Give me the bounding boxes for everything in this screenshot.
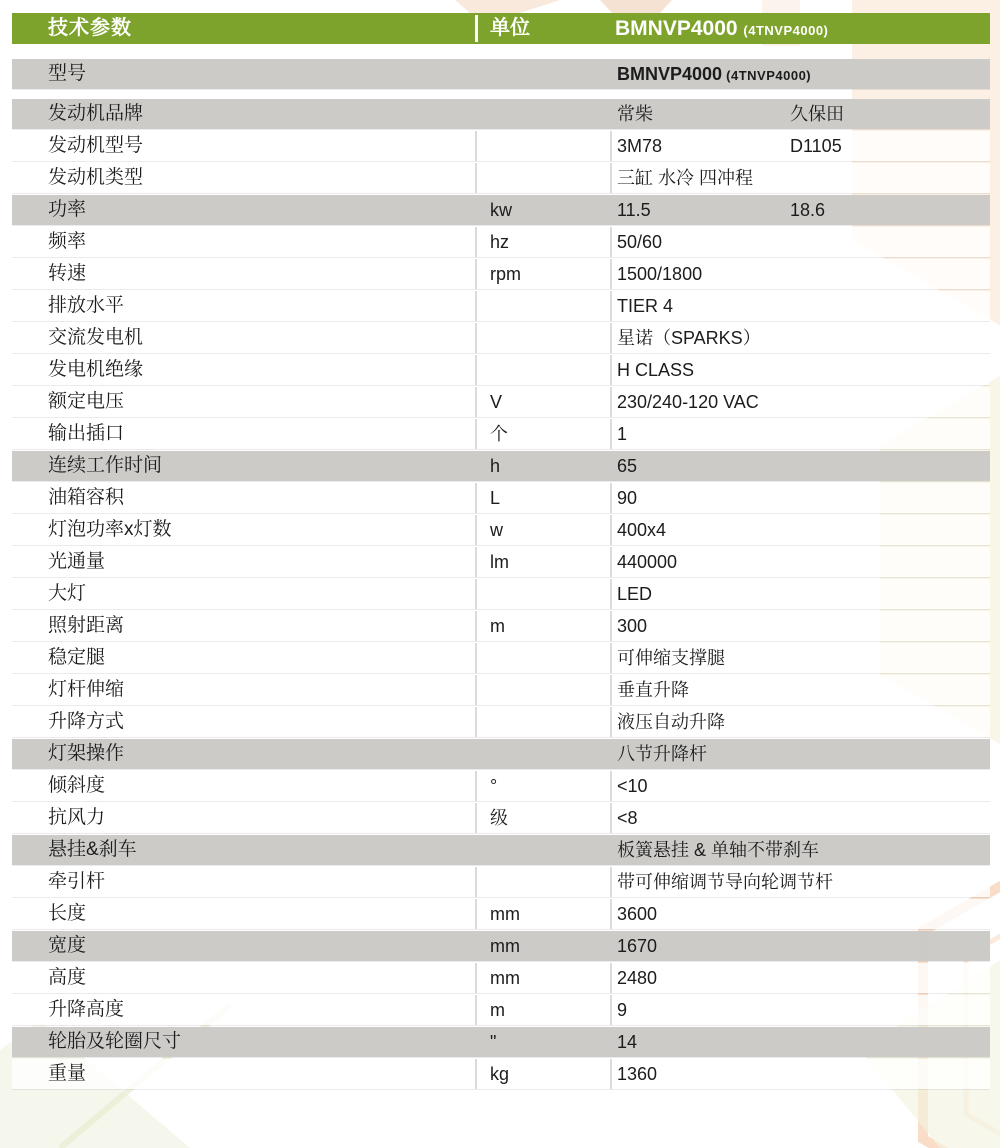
spec-value: 可伸缩支撑腿 xyxy=(617,648,725,668)
spec-unit: mm xyxy=(490,968,520,988)
spec-row xyxy=(12,259,990,289)
spec-unit: rpm xyxy=(490,264,521,284)
spec-value: 星诺（SPARKS） xyxy=(617,328,761,348)
column-divider xyxy=(610,579,612,609)
spec-value: 1670 xyxy=(617,936,658,956)
spec-label: 稳定腿 xyxy=(48,647,106,668)
column-divider xyxy=(475,227,477,257)
header-divider xyxy=(475,15,478,42)
spec-value: 板簧悬挂 & 单轴不带刹车 xyxy=(617,840,820,860)
spec-table-body xyxy=(12,59,990,1089)
spec-label: 重量 xyxy=(48,1063,87,1084)
column-divider xyxy=(475,355,477,385)
spec-row xyxy=(12,675,990,705)
spec-unit: ° xyxy=(490,776,498,796)
column-divider xyxy=(610,1059,612,1089)
column-divider xyxy=(610,547,612,577)
spec-label: 倾斜度 xyxy=(48,775,106,796)
spec-value: 9 xyxy=(617,1000,628,1020)
spec-label: 发电机绝缘 xyxy=(48,359,144,380)
spec-unit: m xyxy=(490,616,505,636)
column-divider xyxy=(475,323,477,353)
column-divider xyxy=(475,995,477,1025)
table-header xyxy=(12,13,990,44)
spec-label: 频率 xyxy=(48,231,87,252)
spec-label: 发动机类型 xyxy=(48,167,144,188)
spec-row xyxy=(12,163,990,193)
spec-value: 3M78 xyxy=(617,136,663,156)
spec-row xyxy=(12,1027,990,1057)
spec-unit: V xyxy=(490,392,503,412)
spec-label: 大灯 xyxy=(48,583,87,604)
spec-label: 油箱容积 xyxy=(48,487,125,508)
spec-row xyxy=(12,739,990,769)
spec-value: 90 xyxy=(617,488,638,508)
spec-label: 灯杆伸缩 xyxy=(48,679,125,700)
spec-row xyxy=(12,867,990,897)
spec-row xyxy=(12,483,990,513)
spec-unit: 个 xyxy=(490,424,508,444)
column-divider xyxy=(475,707,477,737)
spec-row xyxy=(12,963,990,993)
spec-label: 连续工作时间 xyxy=(48,455,163,476)
spec-row xyxy=(12,547,990,577)
column-divider xyxy=(610,323,612,353)
spec-value: H CLASS xyxy=(617,360,695,380)
spec-row xyxy=(12,931,990,961)
spec-value: 八节升降杆 xyxy=(617,744,707,764)
model-name: BMNVP4000 xyxy=(615,17,738,40)
page-title: 技术参数 xyxy=(48,17,132,39)
spec-row xyxy=(12,387,990,417)
spec-value: 300 xyxy=(617,616,648,636)
spec-label: 输出插口 xyxy=(48,423,125,444)
spec-row xyxy=(12,579,990,609)
spec-row xyxy=(12,323,990,353)
spec-value: 液压自动升降 xyxy=(617,712,725,732)
column-divider xyxy=(610,355,612,385)
column-divider xyxy=(475,163,477,193)
column-divider xyxy=(475,579,477,609)
column-divider xyxy=(475,963,477,993)
column-divider xyxy=(475,387,477,417)
spec-unit: lm xyxy=(490,552,509,572)
spec-unit: mm xyxy=(490,936,520,956)
column-divider xyxy=(475,515,477,545)
spec-value-model xyxy=(617,59,811,91)
column-divider xyxy=(475,643,477,673)
column-divider xyxy=(610,707,612,737)
spec-unit: 级 xyxy=(490,808,508,828)
spec-label: 发动机型号 xyxy=(48,135,144,156)
column-divider xyxy=(610,867,612,897)
spec-value: 2480 xyxy=(617,968,658,988)
spec-label: 型号 xyxy=(48,63,87,84)
spec-value: 230/240-120 VAC xyxy=(617,392,759,412)
column-divider xyxy=(610,611,612,641)
column-divider xyxy=(610,995,612,1025)
spec-value: 带可伸缩调节导向轮调节杆 xyxy=(617,872,833,892)
column-divider xyxy=(475,771,477,801)
spec-row xyxy=(12,227,990,257)
column-divider xyxy=(610,387,612,417)
model-column-header xyxy=(615,13,828,46)
spec-value: 1500/1800 xyxy=(617,264,703,284)
model-name-sub: (4TNVP4000) xyxy=(722,68,812,83)
spec-row xyxy=(12,643,990,673)
spec-row xyxy=(12,451,990,481)
column-divider xyxy=(610,291,612,321)
spec-value-secondary: 18.6 xyxy=(790,200,826,220)
model-name-sub: (4TNVP4000) xyxy=(743,23,829,38)
spec-row xyxy=(12,291,990,321)
spec-label: 发动机品牌 xyxy=(48,103,144,124)
column-divider xyxy=(475,899,477,929)
column-divider xyxy=(475,131,477,161)
spec-unit: w xyxy=(490,520,503,540)
column-divider xyxy=(610,163,612,193)
column-divider xyxy=(610,803,612,833)
spec-row xyxy=(12,995,990,1025)
column-divider xyxy=(475,675,477,705)
spec-label: 排放水平 xyxy=(48,295,125,316)
spec-row xyxy=(12,803,990,833)
spec-value-secondary: D1105 xyxy=(790,136,842,156)
spec-unit: m xyxy=(490,1000,505,1020)
spec-label: 灯架操作 xyxy=(48,743,125,764)
spec-label: 交流发电机 xyxy=(48,327,144,348)
spec-row xyxy=(12,899,990,929)
unit-column-header: 单位 xyxy=(490,17,530,39)
spec-label: 升降方式 xyxy=(48,711,125,732)
spec-label: 轮胎及轮圈尺寸 xyxy=(48,1031,182,1052)
spec-value: 1 xyxy=(617,424,628,444)
spec-unit: " xyxy=(490,1032,497,1052)
spec-unit: mm xyxy=(490,904,520,924)
model-name: BMNVP4000 xyxy=(617,64,723,84)
spec-row xyxy=(12,515,990,545)
column-divider xyxy=(610,515,612,545)
column-divider xyxy=(475,1059,477,1089)
spec-label: 牵引杆 xyxy=(48,871,106,892)
column-divider xyxy=(610,899,612,929)
spec-label: 长度 xyxy=(48,903,87,924)
spec-label: 光通量 xyxy=(48,551,106,572)
spec-value: 垂直升降 xyxy=(617,680,689,700)
column-divider xyxy=(475,547,477,577)
spec-label: 额定电压 xyxy=(48,391,125,412)
spec-row xyxy=(12,707,990,737)
spec-label: 高度 xyxy=(48,967,87,988)
column-divider xyxy=(610,131,612,161)
spec-value: TIER 4 xyxy=(617,296,674,316)
spec-value-secondary: 久保田 xyxy=(790,104,844,124)
spec-label: 照射距离 xyxy=(48,615,125,636)
column-divider xyxy=(610,259,612,289)
column-divider xyxy=(610,227,612,257)
spec-label: 升降高度 xyxy=(48,999,125,1020)
spec-value: 常柴 xyxy=(617,104,653,124)
spec-sheet xyxy=(12,13,990,1091)
spec-row xyxy=(12,195,990,225)
spec-row xyxy=(12,611,990,641)
spec-value: 400x4 xyxy=(617,520,667,540)
spec-label: 抗风力 xyxy=(48,807,106,828)
spec-row xyxy=(12,771,990,801)
spec-value: <8 xyxy=(617,808,638,828)
column-divider xyxy=(475,867,477,897)
spec-value: <10 xyxy=(617,776,648,796)
column-divider xyxy=(475,803,477,833)
spec-value: 50/60 xyxy=(617,232,663,252)
column-divider xyxy=(610,643,612,673)
column-divider xyxy=(475,611,477,641)
column-divider xyxy=(475,259,477,289)
spec-value: 65 xyxy=(617,456,638,476)
spec-unit: kg xyxy=(490,1064,510,1084)
column-divider xyxy=(475,291,477,321)
spec-unit: h xyxy=(490,456,501,476)
column-divider xyxy=(610,675,612,705)
spec-label: 功率 xyxy=(48,199,87,220)
spec-value: LED xyxy=(617,584,653,604)
column-divider xyxy=(610,419,612,449)
spec-value: 14 xyxy=(617,1032,638,1052)
spec-row xyxy=(12,355,990,385)
spec-value: 3600 xyxy=(617,904,658,924)
spec-label: 灯泡功率x灯数 xyxy=(48,519,172,540)
spec-label: 悬挂&刹车 xyxy=(48,839,137,860)
spec-unit: hz xyxy=(490,232,510,252)
spec-label: 宽度 xyxy=(48,935,87,956)
spec-label: 转速 xyxy=(48,263,87,284)
spec-value: 1360 xyxy=(617,1064,658,1084)
spec-row xyxy=(12,131,990,161)
spec-row xyxy=(12,1059,990,1089)
spec-row xyxy=(12,419,990,449)
spec-row xyxy=(12,59,990,89)
spec-row xyxy=(12,835,990,865)
column-divider xyxy=(610,771,612,801)
spec-value: 三缸 水冷 四冲程 xyxy=(617,168,754,188)
column-divider xyxy=(610,483,612,513)
spec-unit: kw xyxy=(490,200,512,220)
column-divider xyxy=(610,963,612,993)
spec-row xyxy=(12,99,990,129)
column-divider xyxy=(475,483,477,513)
spec-value: 440000 xyxy=(617,552,678,572)
spec-unit: L xyxy=(490,488,501,508)
spec-value: 11.5 xyxy=(617,200,651,220)
column-divider xyxy=(475,419,477,449)
